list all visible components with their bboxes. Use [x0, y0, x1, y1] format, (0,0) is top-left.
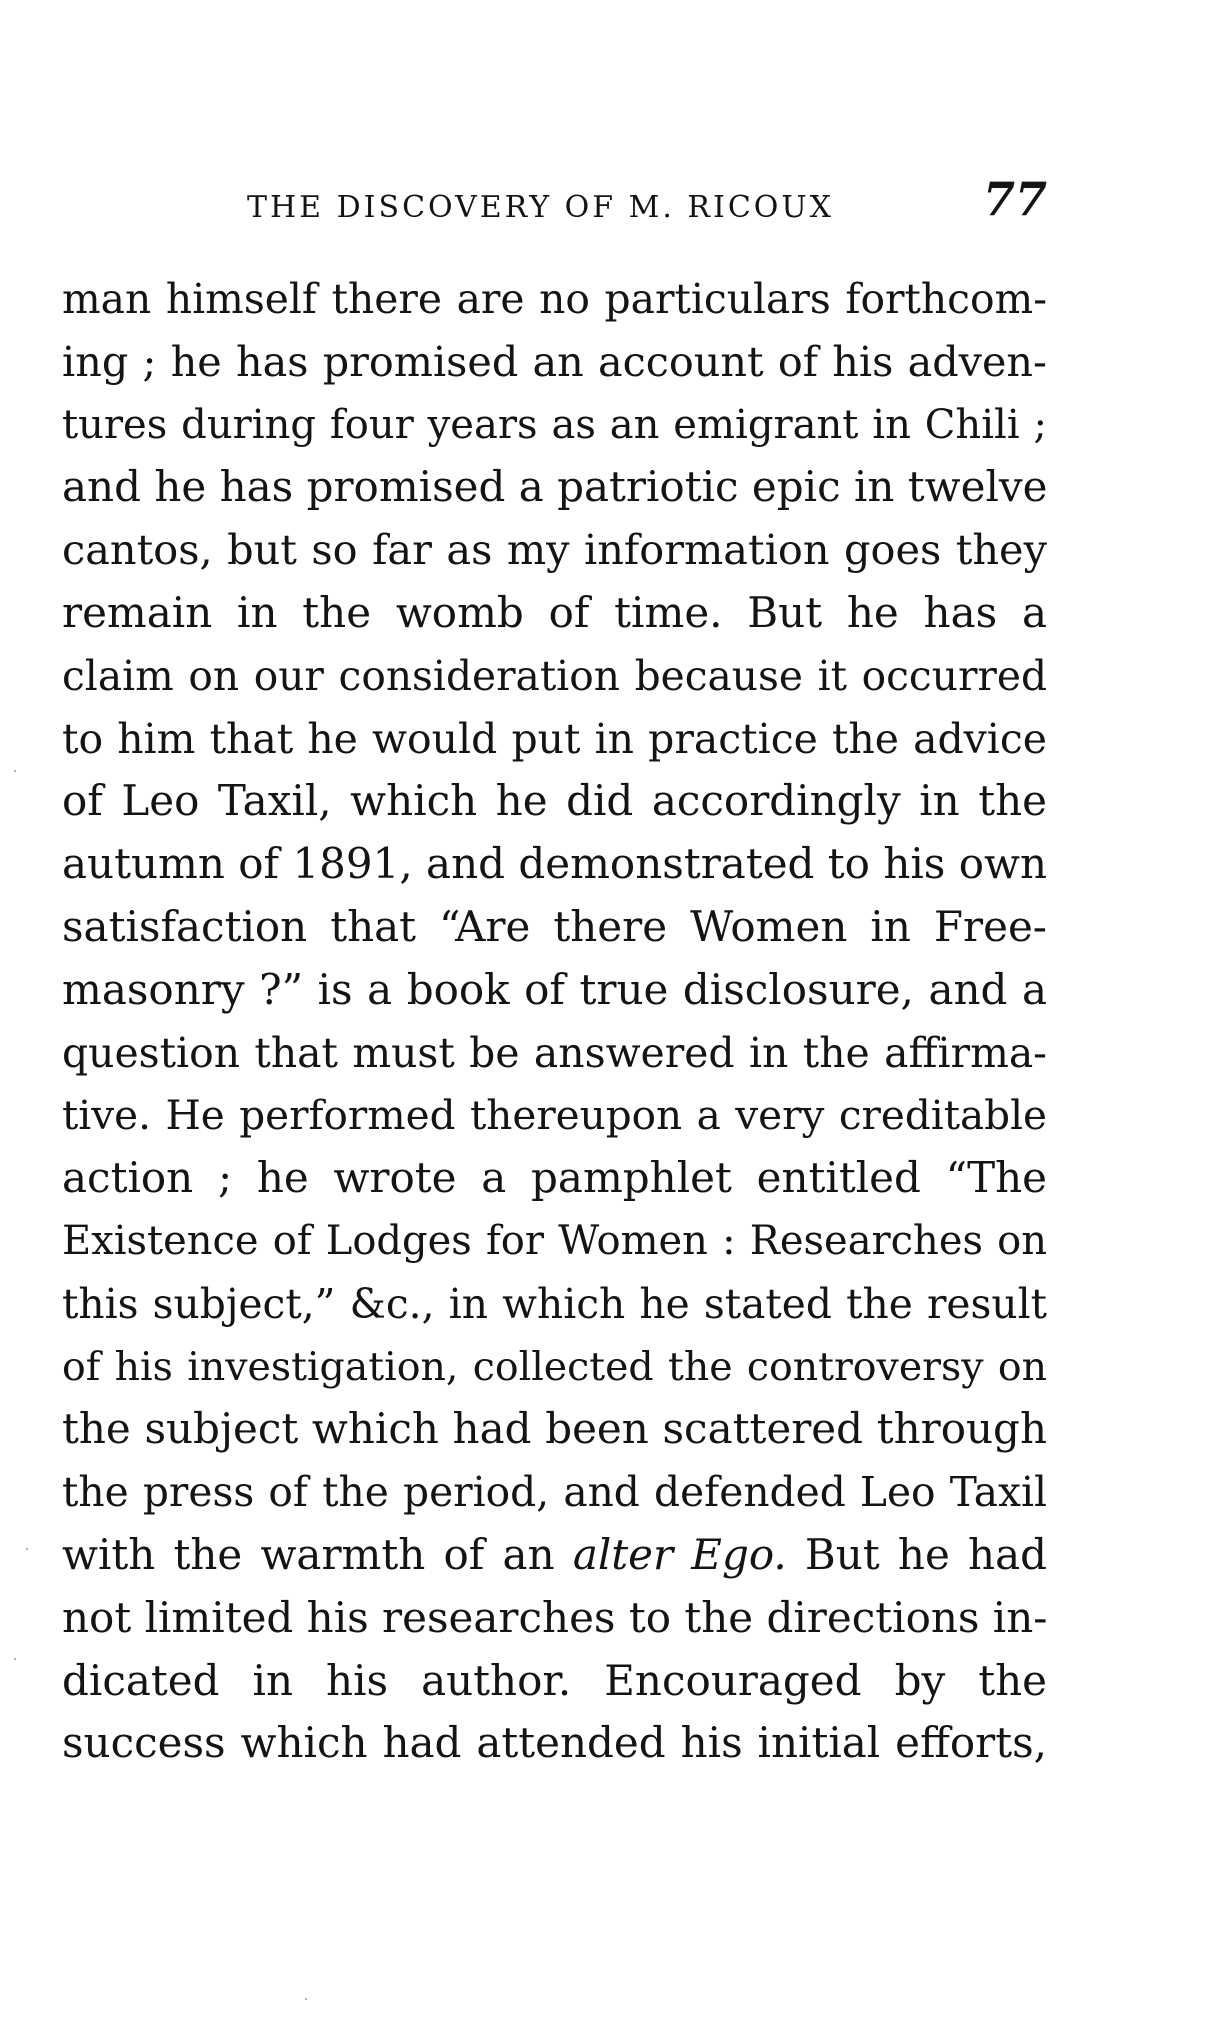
text-line-with-italic	[62, 1524, 1047, 1587]
text-line: success which had attended his initial efforts,	[62, 1718, 1047, 1768]
text-line: tive. He performed thereupon a very creditable	[62, 1091, 1047, 1140]
page-number: 77	[982, 172, 1047, 226]
text-line: tures during four years as an emigrant in Chili ;	[62, 401, 1047, 448]
text-line: the subject which had been scattered through	[62, 1404, 1047, 1454]
text-line: to him that he would put in practice the advice	[62, 714, 1047, 763]
text-line: remain in the womb of time. But he has a	[62, 587, 1047, 637]
running-title: THE DISCOVERY OF M. RICOUX	[247, 190, 835, 225]
text-line: dicated in his author. Encouraged by the	[62, 1655, 1047, 1705]
running-head	[62, 172, 1047, 246]
paper-speck	[14, 1658, 16, 1660]
text-line: autumn of 1891, and demonstrated to his own	[62, 839, 1047, 889]
text-line: the press of the period, and defended Leo Taxil	[62, 1468, 1047, 1517]
text-line: of Leo Taxil, which he did accordingly in the	[62, 776, 1047, 826]
text-line: ing ; he has promised an account of his adven-	[62, 337, 1047, 386]
text-line: satisfaction that “Are there Women in Free-	[62, 901, 1047, 951]
body-text	[62, 268, 1047, 1775]
line-text-after-italic: But he had	[786, 1529, 1047, 1579]
line-text-before-italic: with the warmth of an	[62, 1529, 573, 1579]
italic-phrase: alter Ego.	[572, 1529, 787, 1579]
text-line: man himself there are no particulars forthcom-	[62, 275, 1047, 323]
text-line: cantos, but so far as my information goes they	[62, 526, 1047, 575]
text-line: Existence of Lodges for Women : Researches on	[62, 1217, 1047, 1264]
text-line: question that must be answered in the affirma-	[62, 1028, 1047, 1077]
text-line: claim on our consideration because it occurred	[62, 651, 1047, 700]
paper-speck	[26, 1548, 28, 1550]
text-line: masonry ?” is a book of true disclosure, and a	[62, 964, 1047, 1014]
text-line: action ; he wrote a pamphlet entitled “The	[62, 1153, 1047, 1203]
text-line: not limited his researches to the directions in-	[62, 1592, 1048, 1642]
text-line: of his investigation, collected the controversy on	[62, 1343, 1047, 1390]
paper-speck	[305, 1998, 307, 2000]
paper-speck	[14, 770, 16, 772]
text-line: and he has promised a patriotic epic in twelve	[62, 462, 1048, 512]
text-line: this subject,” &c., in which he stated the result	[62, 1279, 1047, 1328]
